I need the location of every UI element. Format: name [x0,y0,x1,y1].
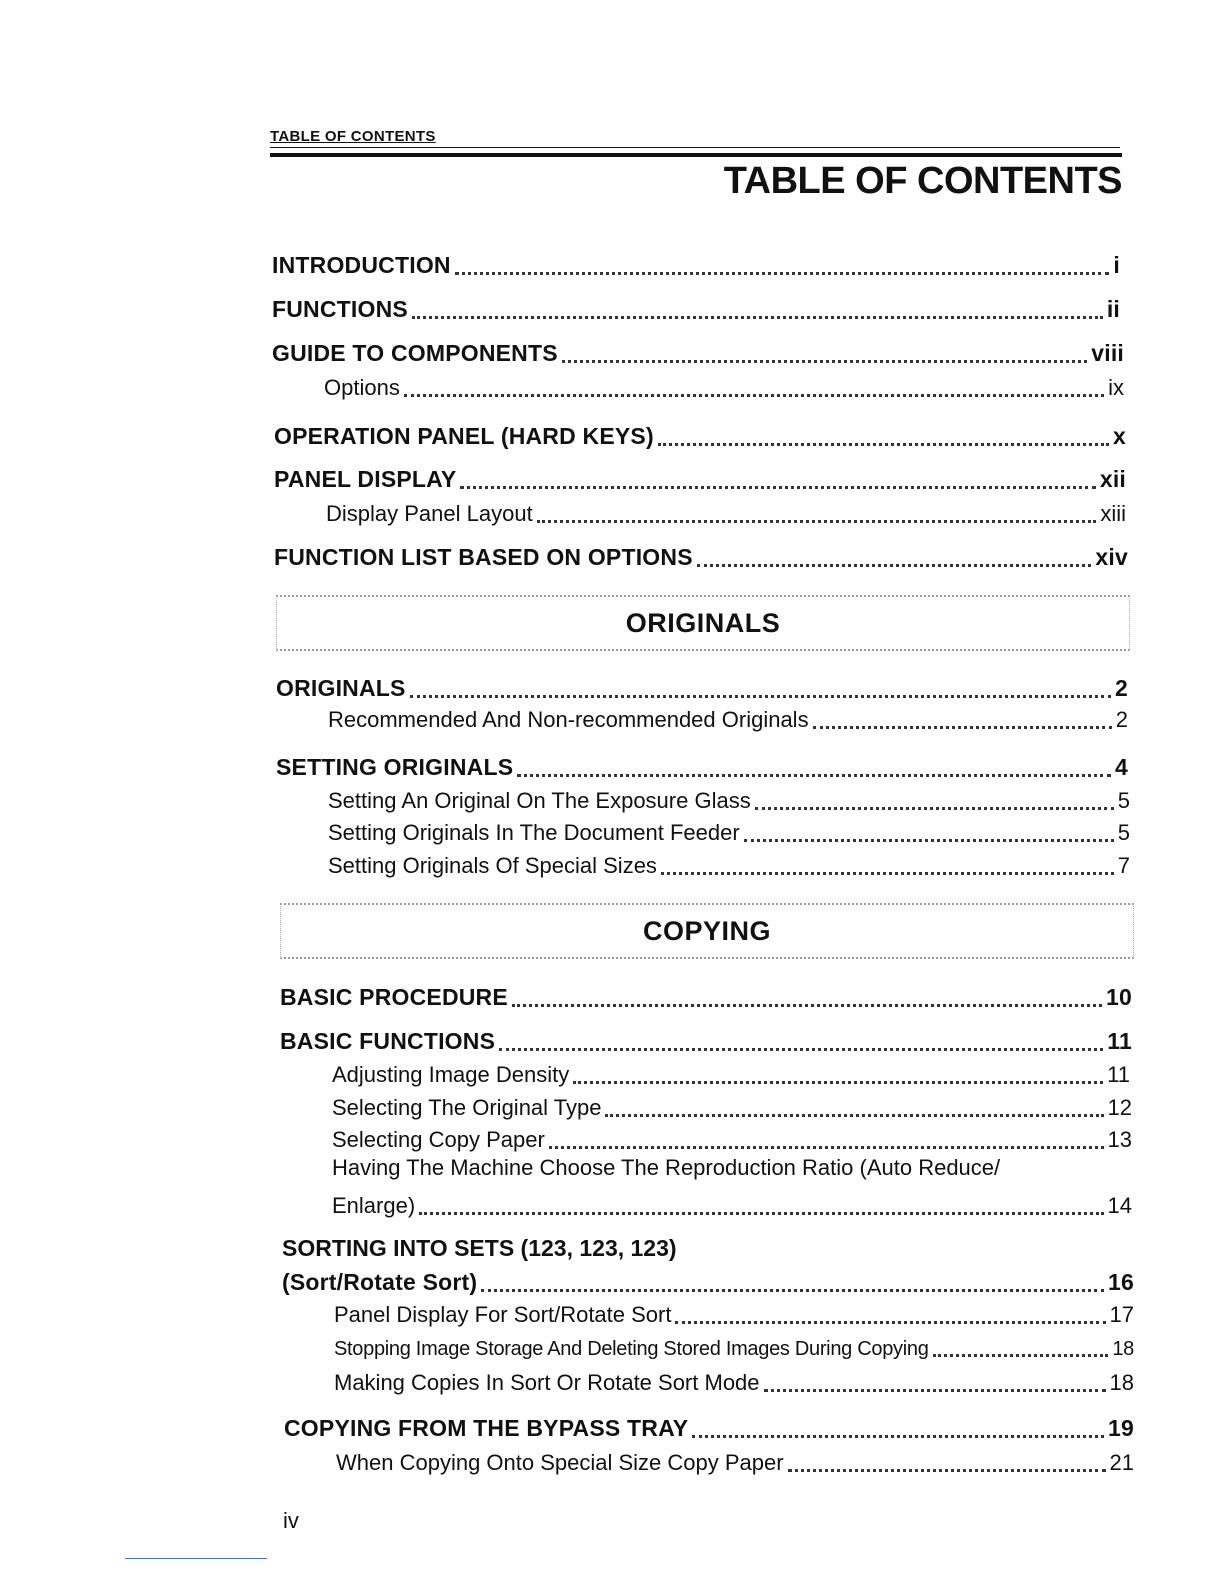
toc-entry-guide-to-components[interactable]: GUIDE TO COMPONENTS viii [272,335,1124,368]
dot-leader [788,1447,1106,1472]
dot-leader [661,850,1114,875]
toc-entry-operation-panel[interactable]: OPERATION PANEL (HARD KEYS) x [274,418,1126,451]
toc-entry-recommended-originals[interactable]: Recommended And Non-recommended Originals 2 [328,702,1128,734]
dot-leader [512,981,1102,1007]
toc-entry-sort-rotate-sort[interactable]: (Sort/Rotate Sort) 16 [282,1264,1134,1297]
toc-entry-functions[interactable]: FUNCTIONS ii [272,291,1120,324]
dot-leader [419,1190,1103,1215]
toc-entry-panel-display-sort[interactable]: Panel Display For Sort/Rotate Sort 17 [334,1297,1134,1329]
toc-entry-options[interactable]: Options ix [324,370,1124,402]
toc-entry-originals[interactable]: ORIGINALS 2 [276,670,1128,703]
bottom-underline [125,1556,267,1559]
page-title: TABLE OF CONTENTS [723,160,1122,202]
dot-leader [764,1367,1106,1392]
dot-leader [481,1266,1104,1292]
dot-leader [499,1025,1103,1051]
toc-entry-sort-mode-copies[interactable]: Making Copies In Sort Or Rotate Sort Mode 18 [334,1365,1134,1397]
dot-leader [404,372,1104,397]
dot-leader [412,293,1103,319]
toc-entry-setting-originals[interactable]: SETTING ORIGINALS 4 [276,749,1128,782]
dot-leader [549,1124,1104,1149]
toc-entry-special-size-paper[interactable]: When Copying Onto Special Size Copy Paper 21 [336,1445,1134,1477]
section-heading-copying: COPYING [280,903,1134,959]
dot-leader [410,672,1111,698]
toc-entry-document-feeder[interactable]: Setting Originals In The Document Feeder 5 [328,815,1130,847]
dot-leader [755,785,1114,810]
running-head: TABLE OF CONTENTS [270,128,1120,148]
dot-leader [573,1059,1103,1084]
dot-leader [675,1299,1105,1324]
dot-leader [537,498,1097,523]
toc-entry-image-density[interactable]: Adjusting Image Density 11 [332,1057,1130,1089]
toc-entry-special-sizes[interactable]: Setting Originals Of Special Sizes 7 [328,848,1130,880]
dot-leader [813,704,1112,729]
section-heading-originals: ORIGINALS [276,595,1130,651]
dot-leader [562,337,1087,363]
toc-entry-sorting-line1: SORTING INTO SETS (123, 123, 123) [282,1235,677,1261]
dot-leader [744,817,1114,842]
toc-entry-basic-functions[interactable]: BASIC FUNCTIONS 11 [280,1023,1132,1056]
toc-entry-copy-paper[interactable]: Selecting Copy Paper 13 [332,1122,1132,1154]
toc-entry-bypass-tray[interactable]: COPYING FROM THE BYPASS TRAY 19 [284,1410,1134,1443]
toc-entry-function-list[interactable]: FUNCTION LIST BASED ON OPTIONS xiv [274,539,1128,572]
toc-entry-exposure-glass[interactable]: Setting An Original On The Exposure Glass 5 [328,783,1130,815]
toc-entry-auto-reduce-line1: Having The Machine Choose The Reproduction Ratio (Auto Reduce/ [332,1155,1001,1180]
dot-leader [455,249,1110,275]
dot-leader [697,541,1092,567]
toc-entry-basic-procedure[interactable]: BASIC PROCEDURE 10 [280,979,1132,1012]
dot-leader [658,420,1109,446]
toc-entry-display-panel-layout[interactable]: Display Panel Layout xiii [326,496,1126,528]
dot-leader [460,463,1095,489]
dot-leader [605,1092,1103,1117]
toc-entry-original-type[interactable]: Selecting The Original Type 12 [332,1090,1132,1122]
toc-entry-panel-display[interactable]: PANEL DISPLAY xii [274,461,1126,494]
dot-leader [692,1412,1104,1438]
page-number: iv [283,1508,299,1533]
dot-leader [517,751,1111,777]
toc-entry-stopping-image-storage[interactable]: Stopping Image Storage And Deleting Stored Images During Copying 18 [334,1332,1134,1361]
title-rule [270,153,1122,157]
dot-leader [933,1334,1109,1357]
toc-entry-auto-reduce-enlarge[interactable]: Enlarge) 14 [332,1188,1132,1220]
toc-entry-introduction[interactable]: INTRODUCTION i [272,247,1120,280]
